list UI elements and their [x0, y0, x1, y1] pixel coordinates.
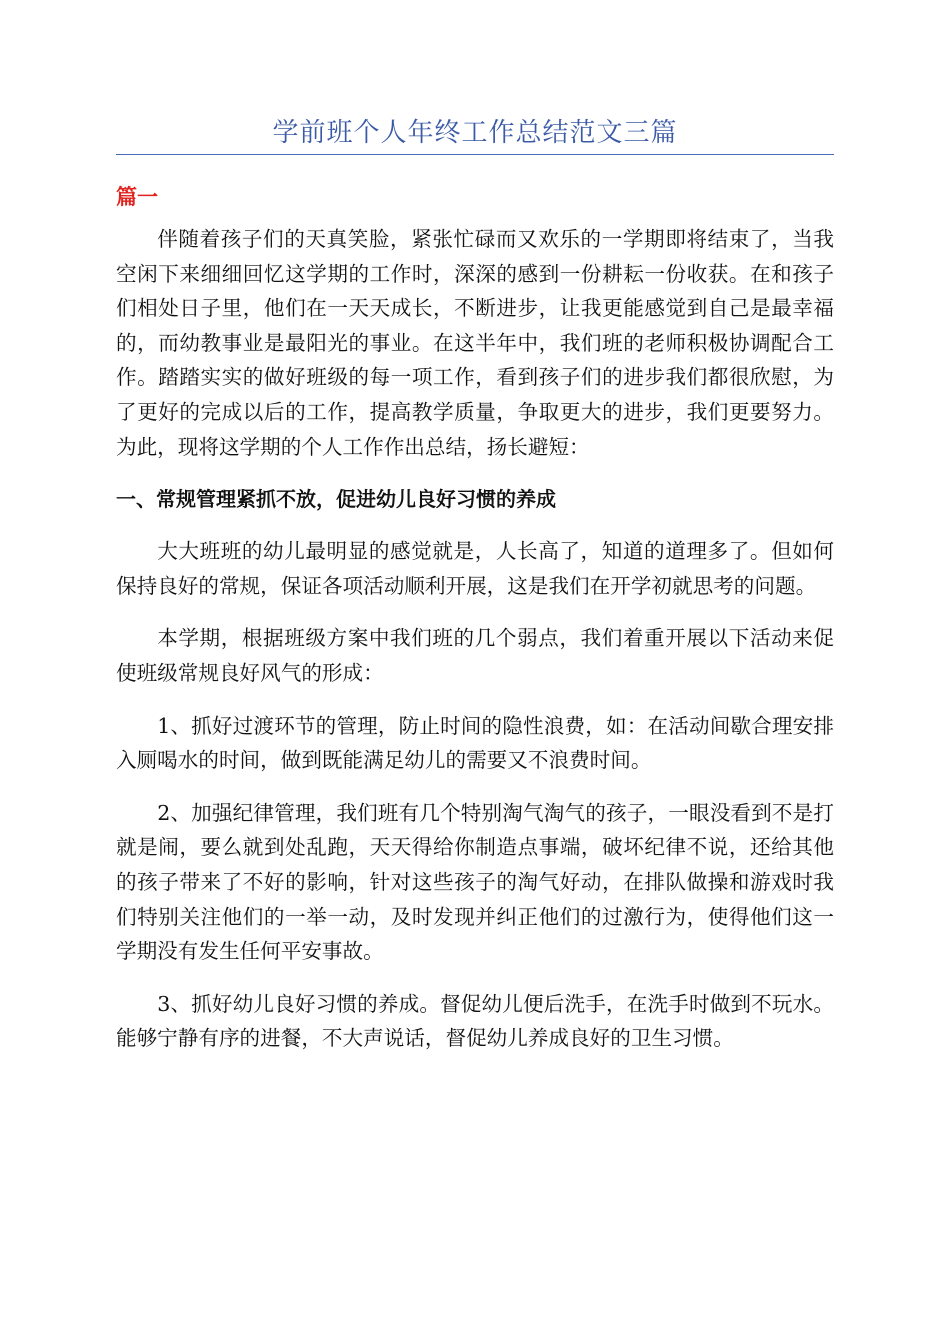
list-item: 1、抓好过渡环节的管理，防止时间的隐性浪费，如：在活动间歇合理安排入厕喝水的时间，做到既能满足幼儿的需要又不浪费时间。: [116, 713, 834, 773]
document-title: 学前班个人年终工作总结范文三篇: [272, 118, 678, 148]
part-heading: 篇一: [116, 184, 158, 209]
section-heading: 一、常规管理紧抓不放，促进幼儿良好习惯的养成: [116, 487, 556, 512]
intro-paragraph: 伴随着孩子们的天真笑脸，紧张忙碌而又欢乐的一学期即将结束了，当我空闲下来细细回忆这学期的工作时，深深的感到一份耕耘一份收获。在和孩子们相处日子里，他们在一天天成长，不断进步，让我更能感觉到自己是最幸福的，而幼教事业是最阳光的事业。在这半年中，我们班的老师积极协调配合工作。踏踏实实的做好班级的每一项工作，看到孩子们的进步我们都很欣慰，为了更好的完成以后的工作，提高教学质量，争取更大的进步，我们更要努力。为此，现将这学期的个人工作作出总结，扬长避短：: [116, 227, 834, 459]
list-item: 3、抓好幼儿良好习惯的养成。督促幼儿便后洗手，在洗手时做到不玩水。能够宁静有序的进餐，不大声说话，督促幼儿养成良好的卫生习惯。: [116, 991, 834, 1051]
list-item: 2、加强纪律管理，我们班有几个特别淘气淘气的孩子，一眼没看到不是打就是闹，要么就到处乱跑，天天得给你制造点事端，破坏纪律不说，还给其他的孩子带来了不好的影响，针对这些孩子的淘气好动，在排队做操和游戏时我们特别关注他们的一举一动，及时发现并纠正他们的过激行为，使得他们这一学期没有发生任何平安事故。: [116, 800, 834, 964]
paragraph: 大大班班的幼儿最明显的感觉就是，人长高了，知道的道理多了。但如何保持良好的常规，保证各项活动顺利开展，这是我们在开学初就思考的问题。: [116, 539, 834, 598]
title-underline: [116, 154, 834, 155]
document-body: [116, 222, 834, 1056]
paragraph: 本学期，根据班级方案中我们班的几个弱点，我们着重开展以下活动来促使班级常规良好风气的形成：: [116, 626, 834, 685]
